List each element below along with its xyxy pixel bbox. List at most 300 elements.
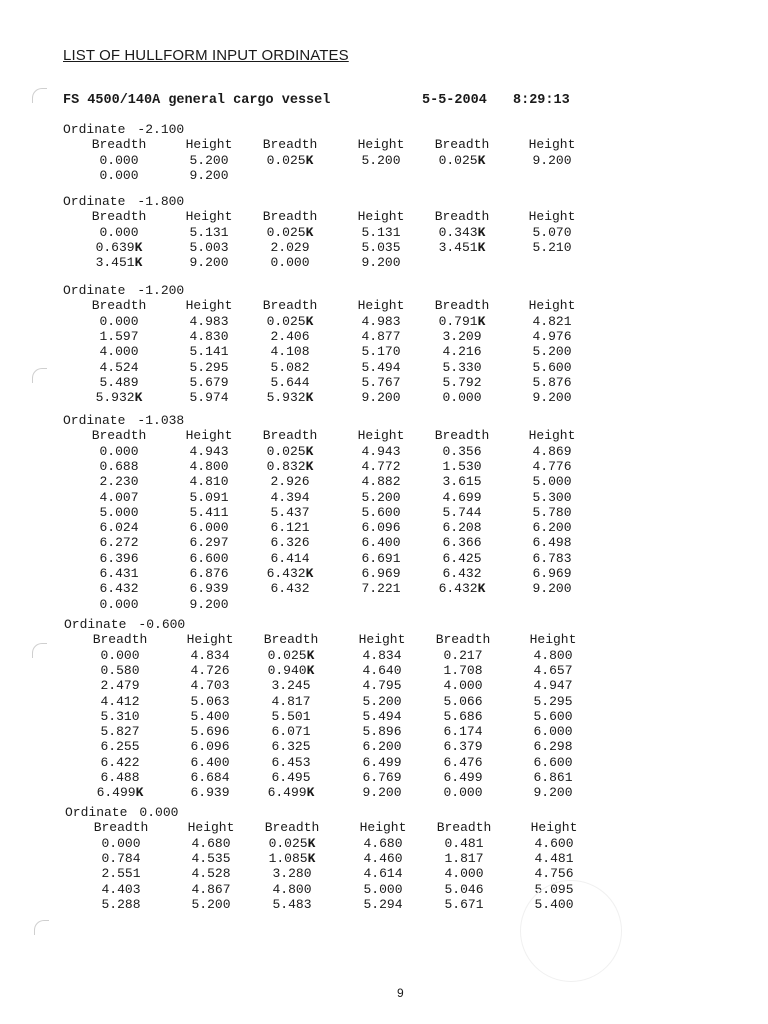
breadth-value: 6.396	[99, 550, 139, 566]
column-header-row	[65, 820, 585, 835]
height-value: 5.295	[189, 359, 229, 375]
breadth-value: 5.310	[100, 708, 140, 724]
height-value: 5.696	[190, 724, 230, 740]
height-value: 6.297	[189, 535, 229, 551]
column-header-row	[64, 632, 584, 647]
breadth-value: 6.499	[443, 770, 483, 785]
height-value: 5.600	[361, 504, 401, 520]
breadth-value: 0.481	[444, 835, 484, 851]
ordinate-row	[63, 490, 583, 505]
ordinate-row	[63, 505, 583, 520]
knuckle-flag: K	[477, 581, 486, 597]
breadth-value: 6.208	[442, 520, 482, 536]
height-value: 5.400	[534, 896, 574, 912]
height-value: 4.834	[362, 647, 402, 663]
knuckle-flag: K	[477, 152, 486, 168]
height-value: 5.210	[532, 239, 572, 255]
height-value: 5.035	[361, 239, 401, 255]
breadth-value: 4.000	[99, 344, 139, 360]
height-value: 4.614	[363, 866, 403, 882]
height-value: 6.298	[533, 739, 573, 755]
knuckle-flag: K	[134, 255, 143, 271]
breadth-value: 6.488	[100, 770, 140, 785]
height-value: 6.200	[362, 739, 402, 755]
height-value: 4.528	[191, 866, 231, 882]
height-value: 6.600	[189, 550, 229, 566]
breadth-value: 0.940K	[267, 662, 315, 678]
ordinate-row	[64, 709, 584, 724]
height-value: 4.943	[361, 443, 401, 459]
height-value: 5.141	[189, 344, 229, 360]
breadth-value: 5.330	[442, 359, 482, 375]
breadth-value: 5.932K	[266, 390, 314, 406]
height-header: Height	[528, 209, 576, 225]
breadth-value: 2.479	[100, 678, 140, 694]
knuckle-flag: K	[135, 785, 144, 801]
height-value: 5.003	[189, 239, 229, 255]
height-value: 5.200	[361, 489, 401, 505]
height-value: 6.400	[361, 535, 401, 551]
breadth-value: 0.000	[99, 313, 139, 329]
breadth-value: 0.000	[443, 785, 483, 801]
breadth-value: 6.422	[100, 754, 140, 770]
ordinate-row	[64, 785, 584, 800]
height-value: 5.876	[532, 374, 572, 390]
breadth-value: 6.325	[271, 739, 311, 755]
breadth-value: 0.025K	[267, 647, 315, 663]
ordinate-row	[63, 535, 583, 550]
height-value: 5.600	[532, 359, 572, 375]
page-number: 9	[397, 986, 404, 1000]
height-value: 4.795	[362, 678, 402, 694]
breadth-value: 5.082	[270, 359, 310, 375]
breadth-value: 6.121	[270, 520, 310, 536]
breadth-value: 3.615	[442, 474, 482, 490]
knuckle-flag: K	[305, 443, 314, 459]
ordinate-row	[64, 739, 584, 754]
breadth-value: 4.524	[99, 359, 139, 375]
breadth-value: 4.000	[444, 866, 484, 882]
height-value: 4.983	[189, 313, 229, 329]
document-title: LIST OF HULLFORM INPUT ORDINATES	[63, 47, 349, 64]
breadth-value: 4.403	[101, 881, 141, 897]
breadth-value: 6.432K	[438, 581, 486, 597]
height-value: 4.776	[532, 458, 572, 474]
ordinate-row	[63, 474, 583, 489]
height-value: 6.498	[532, 535, 572, 551]
breadth-value: 5.501	[271, 708, 311, 724]
breadth-header: Breadth	[264, 820, 320, 836]
breadth-value: 6.425	[442, 550, 482, 566]
knuckle-flag: K	[477, 224, 486, 240]
breadth-value: 6.499K	[96, 785, 144, 801]
ordinate-row	[64, 755, 584, 770]
breadth-value: 4.216	[442, 344, 482, 360]
height-header: Height	[530, 820, 578, 836]
height-header: Height	[357, 209, 405, 225]
breadth-value: 0.639K	[95, 239, 143, 255]
breadth-value: 6.476	[443, 754, 483, 770]
breadth-value: 5.686	[443, 708, 483, 724]
height-value: 6.969	[532, 566, 572, 581]
breadth-value: 5.792	[442, 374, 482, 390]
breadth-value: 3.245	[271, 678, 311, 694]
breadth-value: 1.708	[443, 662, 483, 678]
height-header: Height	[528, 298, 576, 314]
breadth-value: 1.085K	[268, 850, 316, 866]
height-value: 4.657	[533, 662, 573, 678]
ordinate-label: Ordinate	[63, 413, 126, 428]
ordinate-row	[65, 836, 585, 851]
breadth-value: 5.671	[444, 896, 484, 912]
ordinate-row	[63, 390, 583, 405]
ordinate-row	[64, 770, 584, 785]
height-header: Height	[529, 632, 577, 648]
ordinate-row	[63, 240, 583, 255]
height-header: Height	[528, 137, 576, 153]
height-value: 4.772	[361, 458, 401, 474]
breadth-value: 6.024	[99, 520, 139, 536]
height-value: 4.680	[191, 835, 231, 851]
report-date: 5-5-2004	[422, 93, 487, 108]
ordinate-row	[63, 360, 583, 375]
ordinate-row	[63, 459, 583, 474]
height-value: 6.861	[533, 770, 573, 785]
height-value: 5.070	[532, 224, 572, 240]
height-value: 9.200	[533, 785, 573, 801]
breadth-value: 0.000	[100, 647, 140, 663]
breadth-value: 6.366	[442, 535, 482, 551]
breadth-value: 6.495	[271, 770, 311, 785]
breadth-value: 0.025K	[268, 835, 316, 851]
breadth-value: 2.029	[270, 239, 310, 255]
height-value: 6.096	[361, 520, 401, 536]
breadth-value: 4.108	[270, 344, 310, 360]
height-value: 5.000	[363, 881, 403, 897]
breadth-value: 5.827	[100, 724, 140, 740]
breadth-value: 0.791K	[438, 313, 486, 329]
breadth-value: 0.688	[99, 458, 139, 474]
breadth-value: 4.000	[443, 678, 483, 694]
breadth-value: 0.000	[442, 390, 482, 406]
ordinate-row	[65, 897, 585, 912]
height-value: 5.131	[361, 224, 401, 240]
ordinate-label: Ordinate	[63, 122, 126, 137]
breadth-value: 0.025K	[266, 224, 314, 240]
height-header: Height	[185, 298, 233, 314]
breadth-value: 4.412	[100, 693, 140, 709]
breadth-header: Breadth	[262, 137, 318, 153]
breadth-header: Breadth	[262, 298, 318, 314]
breadth-value: 5.744	[442, 504, 482, 520]
breadth-value: 3.451K	[438, 239, 486, 255]
ordinate-row	[63, 520, 583, 535]
knuckle-flag: K	[305, 152, 314, 168]
height-value: 5.295	[533, 693, 573, 709]
ordinate-title	[63, 194, 184, 209]
height-value: 4.867	[191, 881, 231, 897]
punch-hole-mark	[32, 368, 47, 383]
height-value: 4.869	[532, 443, 572, 459]
ordinate-row	[63, 255, 583, 270]
breadth-value: 6.071	[271, 724, 311, 740]
height-value: 6.600	[533, 754, 573, 770]
punch-hole-mark	[32, 643, 47, 658]
height-value: 9.200	[532, 581, 572, 597]
height-header: Height	[187, 820, 235, 836]
breadth-value: 1.817	[444, 850, 484, 866]
height-header: Height	[357, 298, 405, 314]
height-value: 4.703	[190, 678, 230, 694]
height-value: 5.095	[534, 881, 574, 897]
height-value: 4.600	[534, 835, 574, 851]
height-value: 5.896	[362, 724, 402, 740]
height-value: 6.939	[189, 581, 229, 597]
breadth-value: 6.432K	[266, 566, 314, 581]
breadth-value: 3.280	[272, 866, 312, 882]
knuckle-flag: K	[134, 390, 143, 406]
breadth-value: 5.489	[99, 374, 139, 390]
knuckle-flag: K	[305, 313, 314, 329]
vessel-name: FS 4500/140A general cargo vessel	[63, 93, 331, 108]
height-header: Height	[185, 137, 233, 153]
height-value: 6.499	[362, 754, 402, 770]
breadth-header: Breadth	[436, 820, 492, 836]
ordinate-row	[63, 225, 583, 240]
ordinate-row	[63, 566, 583, 581]
breadth-header: Breadth	[92, 632, 148, 648]
ordinate-label: Ordinate	[65, 805, 128, 820]
breadth-value: 0.025K	[438, 152, 486, 168]
breadth-value: 0.000	[99, 224, 139, 240]
height-value: 6.969	[361, 566, 401, 581]
breadth-value: 0.000	[99, 596, 139, 612]
punch-hole-mark	[34, 920, 49, 935]
ordinate-value: 0.000	[139, 805, 179, 820]
column-header-row	[63, 298, 583, 313]
breadth-value: 6.499K	[267, 785, 315, 801]
breadth-value: 5.000	[99, 504, 139, 520]
height-value: 5.294	[363, 896, 403, 912]
ordinate-row	[65, 851, 585, 866]
breadth-value: 0.343K	[438, 224, 486, 240]
breadth-value: 4.699	[442, 489, 482, 505]
height-value: 6.200	[532, 520, 572, 536]
height-value: 6.000	[189, 520, 229, 536]
breadth-value: 0.025K	[266, 313, 314, 329]
ordinate-row	[63, 551, 583, 566]
height-header: Height	[358, 632, 406, 648]
height-value: 9.200	[532, 152, 572, 168]
ordinate-value: -0.600	[138, 617, 186, 632]
height-header: Height	[357, 428, 405, 444]
breadth-value: 6.326	[270, 535, 310, 551]
height-value: 6.400	[190, 754, 230, 770]
height-value: 9.200	[361, 390, 401, 406]
breadth-value: 2.551	[101, 866, 141, 882]
breadth-value: 6.432	[99, 581, 139, 597]
height-value: 9.200	[189, 596, 229, 612]
breadth-value: 4.817	[271, 693, 311, 709]
ordinate-row	[64, 648, 584, 663]
breadth-header: Breadth	[91, 209, 147, 225]
ordinate-row	[64, 694, 584, 709]
ordinate-value: -2.100	[137, 122, 185, 137]
breadth-header: Breadth	[91, 428, 147, 444]
height-value: 5.780	[532, 504, 572, 520]
height-value: 5.300	[532, 489, 572, 505]
vessel-header	[63, 93, 583, 109]
height-value: 5.600	[533, 708, 573, 724]
breadth-header: Breadth	[93, 820, 149, 836]
breadth-value: 0.580	[100, 662, 140, 678]
breadth-header: Breadth	[434, 209, 490, 225]
height-value: 7.221	[361, 581, 401, 597]
ordinate-row	[63, 581, 583, 596]
ordinate-title	[65, 805, 178, 820]
ordinate-row	[63, 344, 583, 359]
breadth-value: 6.414	[270, 550, 310, 566]
breadth-header: Breadth	[434, 298, 490, 314]
knuckle-flag: K	[477, 239, 486, 255]
height-value: 5.200	[361, 152, 401, 168]
ordinate-row	[63, 329, 583, 344]
height-value: 4.821	[532, 313, 572, 329]
breadth-value: 6.432	[270, 581, 310, 597]
height-value: 6.783	[532, 550, 572, 566]
height-value: 4.943	[189, 443, 229, 459]
breadth-value: 2.406	[270, 328, 310, 344]
height-value: 4.756	[534, 866, 574, 882]
ordinate-title	[63, 283, 184, 298]
report-time: 8:29:13	[513, 93, 570, 108]
breadth-value: 2.926	[270, 474, 310, 490]
ordinate-row	[65, 866, 585, 881]
faint-stamp	[520, 880, 622, 982]
height-value: 4.460	[363, 850, 403, 866]
height-value: 4.680	[363, 835, 403, 851]
ordinate-label: Ordinate	[64, 617, 127, 632]
breadth-header: Breadth	[435, 632, 491, 648]
height-header: Height	[359, 820, 407, 836]
height-value: 5.091	[189, 489, 229, 505]
height-value: 5.200	[191, 896, 231, 912]
knuckle-flag: K	[307, 835, 316, 851]
breadth-header: Breadth	[434, 137, 490, 153]
height-value: 6.096	[190, 739, 230, 755]
height-header: Height	[357, 137, 405, 153]
knuckle-flag: K	[134, 239, 143, 255]
ordinate-row	[63, 314, 583, 329]
breadth-value: 4.394	[270, 489, 310, 505]
height-value: 4.983	[361, 313, 401, 329]
height-value: 4.640	[362, 662, 402, 678]
ordinate-row	[63, 597, 583, 612]
height-value: 5.170	[361, 344, 401, 360]
breadth-value: 0.000	[99, 167, 139, 183]
ordinate-row	[64, 678, 584, 693]
ordinate-value: -1.800	[137, 194, 185, 209]
height-value: 5.494	[361, 359, 401, 375]
height-value: 6.769	[362, 770, 402, 785]
breadth-value: 2.230	[99, 474, 139, 490]
breadth-value: 5.046	[444, 881, 484, 897]
ordinate-title	[64, 617, 185, 632]
knuckle-flag: K	[305, 224, 314, 240]
height-value: 6.876	[189, 566, 229, 581]
height-value: 9.200	[189, 255, 229, 271]
ordinate-row	[63, 375, 583, 390]
breadth-header: Breadth	[91, 298, 147, 314]
breadth-value: 6.431	[99, 566, 139, 581]
breadth-value: 5.644	[270, 374, 310, 390]
height-value: 6.000	[533, 724, 573, 740]
height-value: 6.684	[190, 770, 230, 785]
height-value: 5.200	[532, 344, 572, 360]
ordinate-label: Ordinate	[63, 283, 126, 298]
height-value: 5.494	[362, 708, 402, 724]
height-value: 5.411	[189, 504, 229, 520]
ordinate-row	[63, 153, 583, 168]
height-header: Height	[186, 632, 234, 648]
height-value: 9.200	[189, 167, 229, 183]
height-value: 4.800	[533, 647, 573, 663]
breadth-value: 0.832K	[266, 458, 314, 474]
knuckle-flag: K	[305, 390, 314, 406]
height-value: 5.400	[190, 708, 230, 724]
height-value: 5.679	[189, 374, 229, 390]
column-header-row	[63, 428, 583, 443]
knuckle-flag: K	[307, 850, 316, 866]
breadth-value: 6.432	[442, 566, 482, 581]
height-value: 5.063	[190, 693, 230, 709]
breadth-value: 4.800	[272, 881, 312, 897]
ordinate-row	[64, 724, 584, 739]
ordinate-title	[63, 122, 184, 137]
breadth-value: 0.000	[99, 443, 139, 459]
breadth-value: 6.174	[443, 724, 483, 740]
height-value: 9.200	[361, 255, 401, 271]
height-value: 4.810	[189, 474, 229, 490]
height-value: 5.131	[189, 224, 229, 240]
breadth-value: 5.483	[272, 896, 312, 912]
breadth-value: 5.932K	[95, 390, 143, 406]
breadth-header: Breadth	[262, 428, 318, 444]
column-header-row	[63, 137, 583, 152]
breadth-header: Breadth	[434, 428, 490, 444]
breadth-value: 0.784	[101, 850, 141, 866]
knuckle-flag: K	[306, 662, 315, 678]
height-value: 4.976	[532, 328, 572, 344]
breadth-value: 6.453	[271, 754, 311, 770]
height-value: 6.691	[361, 550, 401, 566]
breadth-value: 0.025K	[266, 152, 314, 168]
height-value: 4.882	[361, 474, 401, 490]
breadth-value: 0.025K	[266, 443, 314, 459]
height-value: 9.200	[362, 785, 402, 801]
height-value: 4.726	[190, 662, 230, 678]
ordinate-value: -1.200	[137, 283, 185, 298]
breadth-value: 0.217	[443, 647, 483, 663]
punch-hole-mark	[32, 88, 47, 103]
breadth-value: 3.451K	[95, 255, 143, 271]
height-value: 5.000	[532, 474, 572, 490]
breadth-value: 1.597	[99, 328, 139, 344]
breadth-value: 0.356	[442, 443, 482, 459]
height-value: 4.834	[190, 647, 230, 663]
knuckle-flag: K	[305, 566, 314, 581]
height-value: 4.481	[534, 850, 574, 866]
